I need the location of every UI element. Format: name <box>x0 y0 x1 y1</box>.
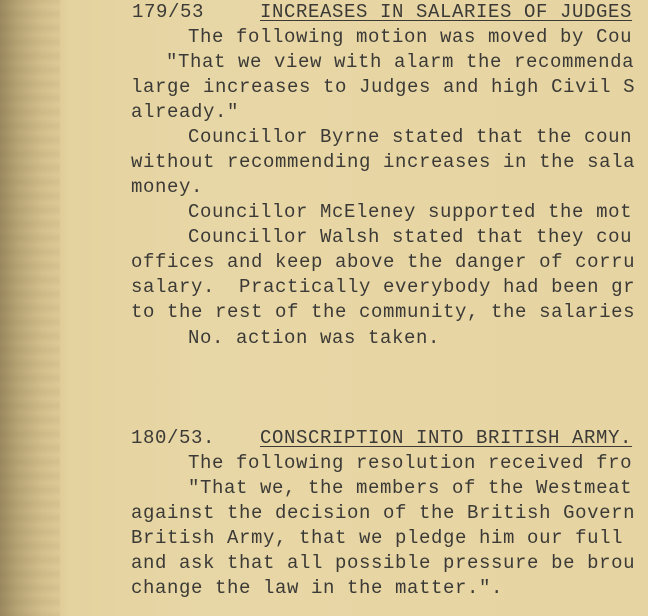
text-line: Councillor McEleney supported the mot <box>188 201 633 223</box>
text-line: The following motion was moved by Cou <box>188 26 633 48</box>
text-line: large increases to Judges and high Civil S <box>131 76 636 98</box>
text-line: salary. Practically everybody had been gr <box>131 276 636 298</box>
minute-title-conscription: CONSCRIPTION INTO BRITISH ARMY. <box>260 427 633 449</box>
text-line: and ask that all possible pressure be brou <box>131 552 636 574</box>
text-line: Councillor Byrne stated that the coun <box>188 126 633 148</box>
text-line: without recommending increases in the sala <box>131 151 636 173</box>
text-line: money. <box>131 176 204 198</box>
text-line: already." <box>131 101 240 123</box>
minute-number-179: 179/53 <box>132 1 205 23</box>
text-line: offices and keep above the danger of corru <box>131 251 636 273</box>
page-binding-edge <box>0 0 60 616</box>
text-line: No. action was taken. <box>188 327 441 349</box>
text-line: change the law in the matter.". <box>131 577 504 599</box>
text-line: Councillor Walsh stated that they cou <box>188 226 633 248</box>
text-line: "That we, the members of the Westmeat <box>188 477 633 499</box>
minute-title-judges-salaries: INCREASES IN SALARIES OF JUDGES <box>260 1 633 23</box>
text-line: The following resolution received fro <box>188 452 633 474</box>
text-line: British Army, that we pledge him our full <box>131 527 624 549</box>
minute-number-180: 180/53. <box>131 427 216 449</box>
text-line: against the decision of the British Govern <box>131 502 636 524</box>
text-line: "That we view with alarm the recommenda <box>166 51 635 73</box>
text-line: to the rest of the community, the salaries <box>131 301 636 323</box>
